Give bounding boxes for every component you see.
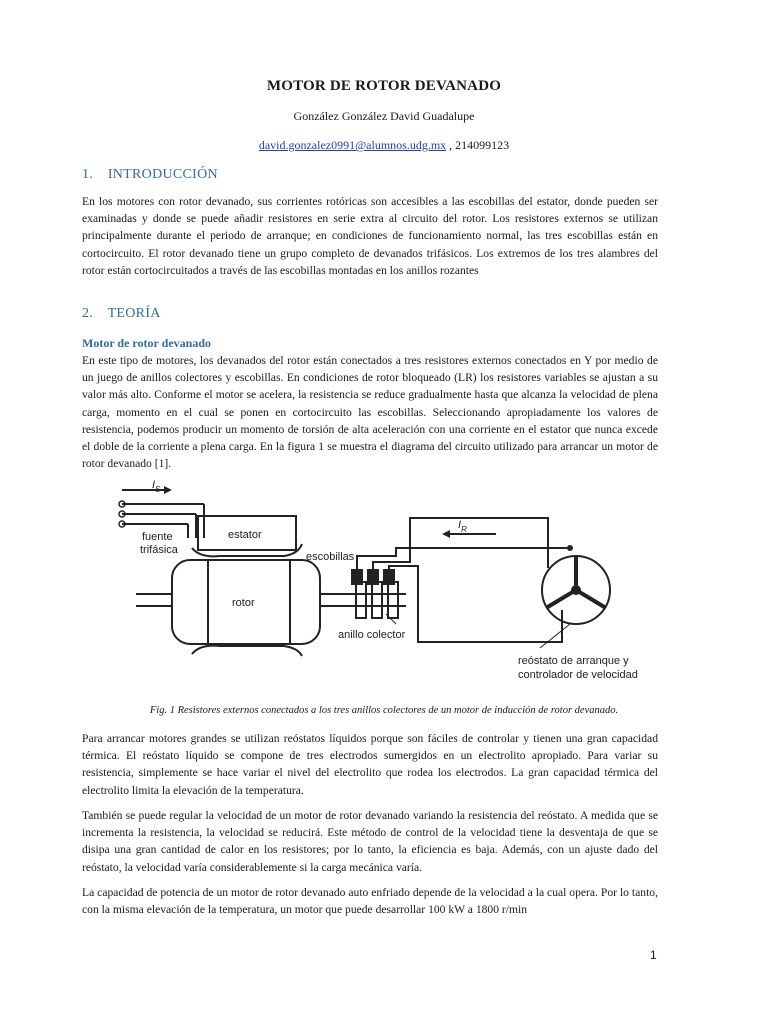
paper-title: MOTOR DE ROTOR DEVANADO [266, 78, 502, 94]
author-name: González González David Guadalupe [293, 109, 475, 123]
slip-ring [356, 582, 366, 618]
theory-paragraph: En este tipo de motores, los devanados del rotor están conectados a tres resistores externos conectados en Y por medio de un juego de anillos colectores y escobillas. En condiciones de rotor bloqueado (LR) los resistores variables se ajustan a su valor más alto. Conforme el motor se acelera, la resistencia se reduce gradualmente hasta que alcanza la velocidad de plena carga, momento en el cual se ponen en cortocircuito las escobillas. Seleccionando apropiadamente los valores de resistencia, podemos producir un momento de torsión de alta aceleración con una corriente en el estator que nunca excede el doble de la corriente a plena carga. En la figura 1 se muestra el diagrama del circuito utilizado para arrancar un motor de rotor devanado [1]. [82, 354, 658, 471]
reostato-label-2: controlador de velocidad [518, 669, 638, 681]
section-number: 2. [82, 306, 94, 321]
subsection-heading: Motor de rotor devanado [82, 336, 211, 350]
rheostat-arm [576, 590, 606, 608]
brush [352, 570, 362, 584]
anillo-colector-label: anillo colector [338, 629, 406, 641]
section-heading-theory [82, 306, 161, 322]
student-id: , 214099123 [446, 138, 510, 152]
section-title: INTRODUCCIÓN [107, 167, 218, 182]
rotor-lead [389, 566, 562, 642]
brush [384, 570, 394, 584]
fuente-label: fuente [142, 531, 173, 543]
intro-paragraph: En los motores con rotor devanado, sus corrientes rotóricas son accesibles a las escobillas del estator, donde pueden ser examinadas y donde se puede añadir resistores en serie extra al circuito del rotor. Los resistores externos se utilizan principalmente durante el periodo de arranque; en condiciones de funcionamiento normal, las tres escobillas están en cortocircuito. El rotor devanado tiene un grupo completo de devanados trifásicos. Los extremos de los tres alambres del rotor están cortocircuitados a través de las escobillas montadas en los anillos rozantes [82, 195, 658, 277]
reostato-label-1: reóstato de arranque y [518, 655, 629, 667]
rheostat-hub [571, 585, 581, 595]
section-number: 1. [82, 167, 94, 182]
supply-drop [188, 504, 204, 538]
trifasica-label: trifásica [140, 544, 178, 556]
body-paragraph-3: La capacidad de potencia de un motor de rotor devanado auto enfriado depende de la velocidad a la cual opera. Por lo tanto, con la misma elevación de la temperatura, un motor que puede desarrollar 100 kW a 1800 r/min [82, 886, 658, 917]
estator-label: estator [228, 529, 262, 541]
page-number: 1 [650, 948, 657, 962]
ir-label: $I_R$ [458, 519, 467, 534]
slip-ring [388, 582, 398, 618]
ir-arrowhead [442, 530, 450, 538]
rheostat-leader [540, 624, 570, 648]
junction-dot [567, 545, 573, 551]
is-label: $I_S$ [152, 479, 161, 494]
is-arrowhead [164, 486, 172, 494]
body-paragraph-2: También se puede regular la velocidad de un motor de rotor devanado variando la resistencia del reóstato. A medida que se incrementa la resistencia, la velocidad se reducirá. Este método de control de la velocidad tiene la desventaja de que se disipa una gran cantidad de calor en los resistores; por lo tanto, la eficiencia es baja. Además, con un ajuste dado del reóstato, la velocidad varía considerablemente si la carga mecánica varía. [82, 809, 658, 874]
section-title: TEORÍA [107, 306, 161, 321]
brush [368, 570, 378, 584]
figure-caption: Fig. 1 Resistores externos conectados a los tres anillos colectores de un motor de inducción de rotor devanado. [149, 705, 619, 716]
email-link[interactable]: david.gonzalez0991@alumnos.udg.mx [258, 138, 447, 152]
slip-ring [372, 582, 382, 618]
motor-circuit-diagram [100, 478, 660, 700]
stator-frame-bottom [192, 646, 302, 656]
rotor-label: rotor [232, 597, 255, 609]
section-heading-intro [82, 167, 218, 183]
author-contact [0, 138, 768, 153]
rheostat-arm [546, 590, 576, 608]
escobillas-label: escobillas [306, 551, 355, 563]
body-paragraph-1: Para arrancar motores grandes se utilizan reóstatos líquidos porque son fáciles de controlar y tienen una gran capacidad térmica. El reóstato líquido se compone de tres electrodos sumergidos en un electrolito apropiado. Para variar su resistencia, simplemente se hace variar el nivel del electrolito que rodea los electrodos. La gran capacidad térmica del electrolito limita la elevación de la temperatura. [82, 732, 658, 797]
